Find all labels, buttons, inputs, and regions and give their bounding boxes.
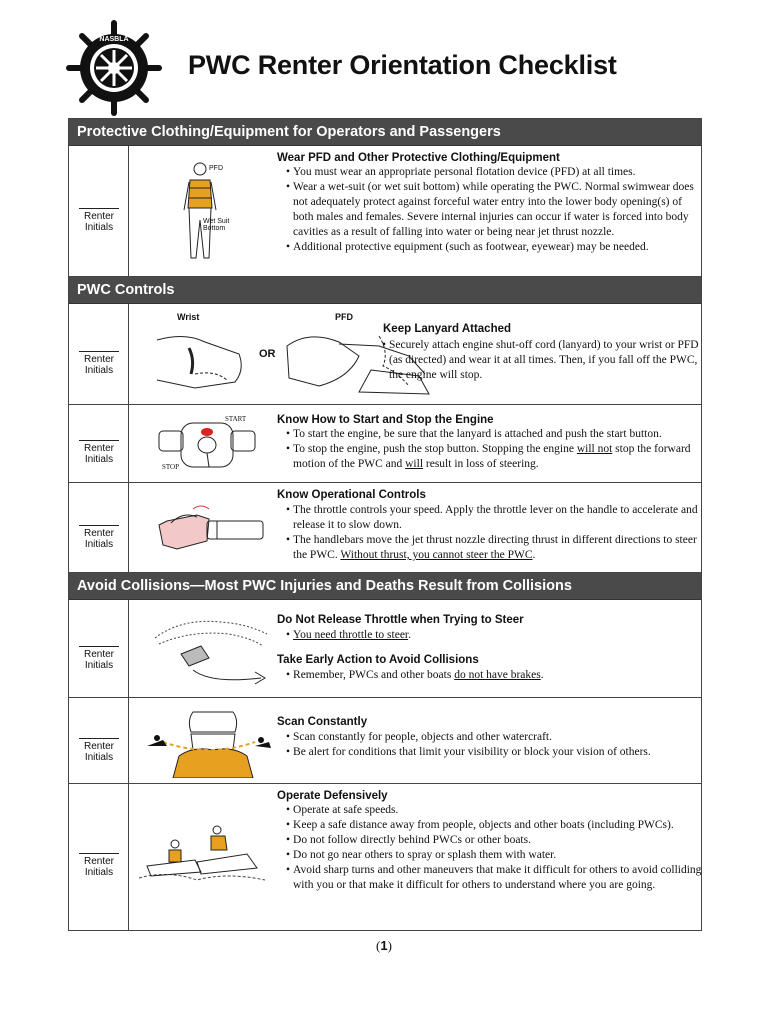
checklist-row-engine bbox=[69, 405, 701, 483]
checklist-row-pfd bbox=[69, 146, 701, 277]
renter-initials-label: Renter Initials bbox=[83, 649, 114, 671]
scan-bullets bbox=[285, 730, 705, 760]
bullet: • The throttle controls your speed. Apply the throttle lever on the handle to accelerate and release it to slow down. bbox=[285, 503, 705, 533]
early-action-bullets bbox=[285, 668, 705, 683]
initials-signature-line[interactable] bbox=[79, 440, 119, 441]
renter-initials-label: Renter Initials bbox=[83, 528, 114, 550]
page-number: (1) bbox=[376, 938, 392, 953]
renter-initials-cell bbox=[69, 483, 129, 572]
pfd-label: PFD bbox=[335, 312, 353, 322]
pfd-bullets bbox=[285, 165, 703, 255]
item-title-controls: Know Operational Controls bbox=[277, 489, 426, 501]
jet-thrust-nozzle-illustration bbox=[151, 614, 271, 686]
renter-initials-label: Renter Initials bbox=[83, 211, 114, 233]
initials-signature-line[interactable] bbox=[79, 738, 119, 739]
section-header-pwc-controls: PWC Controls bbox=[69, 277, 701, 304]
engine-bullets bbox=[285, 427, 707, 472]
renter-initials-label: Renter Initials bbox=[83, 354, 114, 376]
renter-initials-cell bbox=[69, 784, 129, 930]
bullet: • Keep a safe distance away from people, objects and other boats (including PWCs). bbox=[285, 818, 705, 833]
scan-rider-illustration bbox=[143, 706, 273, 778]
initials-signature-line[interactable] bbox=[79, 646, 119, 647]
renter-initials-cell bbox=[69, 405, 129, 482]
renter-initials-cell bbox=[69, 698, 129, 783]
renter-initials-cell bbox=[69, 146, 129, 276]
item-title-throttle: Do Not Release Throttle when Trying to Steer bbox=[277, 614, 524, 626]
pfd-label: PFD bbox=[209, 165, 223, 172]
bullet: • To start the engine, be sure that the lanyard is attached and push the start button. bbox=[285, 427, 707, 442]
item-title-scan: Scan Constantly bbox=[277, 716, 368, 728]
bullet: • To stop the engine, push the stop button. Stopping the engine will not stop the forward motion of the PWC and will result in loss of steering. bbox=[285, 442, 707, 472]
item-title-pfd: Wear PFD and Other Protective Clothing/Equipment bbox=[277, 152, 560, 164]
wrist-lanyard-illustration bbox=[155, 330, 247, 396]
throttle-bullets bbox=[285, 628, 705, 643]
initials-signature-line[interactable] bbox=[79, 525, 119, 526]
initials-signature-line[interactable] bbox=[79, 351, 119, 352]
checklist-row-controls bbox=[69, 483, 701, 573]
pfd-person-illustration bbox=[174, 158, 234, 268]
initials-signature-line[interactable] bbox=[79, 208, 119, 209]
checklist-row-lanyard bbox=[69, 304, 701, 405]
bullet: • Do not follow directly behind PWCs or other boats. bbox=[285, 833, 705, 848]
checklist-row-throttle bbox=[69, 600, 701, 698]
throttle-handle-illustration bbox=[157, 501, 277, 557]
bullet: • Securely attach engine shut-off cord (lanyard) to your wrist or PFD (as directed) and wear it at all times. Then, if you fall off the PWC, the engine will stop. bbox=[381, 338, 701, 383]
item-title-defensive: Operate Defensively bbox=[277, 790, 388, 802]
bullet: • The handlebars move the jet thrust nozzle directing thrust in different directions to steer the PWC. Without thrust, you cannot steer the PWC. bbox=[285, 533, 705, 563]
bullet: • Wear a wet-suit (or wet suit bottom) while operating the PWC. Normal swimwear does not adequately protect against forceful water entry into the lower body opening(s) of both males and females. Severe internal injuries can occur if water is forced into body cavities as a result of falling into water or being near jet thrust nozzle. bbox=[285, 180, 703, 240]
bullet: • Be alert for conditions that limit your visibility or block your vision of others. bbox=[285, 745, 705, 760]
page-title: PWC Renter Orientation Checklist bbox=[188, 50, 617, 80]
bullet: • You must wear an appropriate personal flotation device (PFD) at all times. bbox=[285, 165, 703, 180]
item-title-lanyard: Keep Lanyard Attached bbox=[383, 323, 512, 335]
bullet: • Avoid sharp turns and other maneuvers that make it difficult for others to avoid colliding with you or that make it difficult for others to understand where you are going. bbox=[285, 863, 705, 893]
nasbla-logo bbox=[66, 20, 162, 116]
checklist-row-defensive bbox=[69, 784, 701, 930]
wrist-label: Wrist bbox=[177, 312, 200, 322]
lanyard-bullets bbox=[381, 338, 701, 383]
initials-signature-line[interactable] bbox=[79, 853, 119, 854]
section-header-avoid-collisions: Avoid Collisions—Most PWC Injuries and Deaths Result from Collisions bbox=[69, 573, 701, 600]
defensive-riders-illustration bbox=[137, 822, 269, 890]
bullet: • Additional protective equipment (such as footwear, eyewear) may be needed. bbox=[285, 240, 703, 255]
bullet: • You need throttle to steer. bbox=[285, 628, 705, 643]
item-title-engine: Know How to Start and Stop the Engine bbox=[277, 414, 494, 426]
bullet: • Operate at safe speeds. bbox=[285, 803, 705, 818]
bullet: • Do not go near others to spray or splash them with water. bbox=[285, 848, 705, 863]
bullet: • Remember, PWCs and other boats do not have brakes. bbox=[285, 668, 705, 683]
checklist-row-scan bbox=[69, 698, 701, 784]
start-label: START bbox=[225, 415, 247, 423]
or-label: OR bbox=[259, 348, 276, 360]
bullet: • Scan constantly for people, objects and other watercraft. bbox=[285, 730, 705, 745]
logo-ring-text: NASBLA bbox=[99, 36, 129, 43]
renter-initials-label: Renter Initials bbox=[83, 856, 114, 878]
section-header-protective: Protective Clothing/Equipment for Operators and Passengers bbox=[69, 119, 701, 146]
controls-bullets bbox=[285, 503, 705, 563]
wet-suit-label: Wet Suit Bottom bbox=[203, 218, 230, 232]
item-title-early-action: Take Early Action to Avoid Collisions bbox=[277, 654, 479, 666]
renter-initials-label: Renter Initials bbox=[83, 443, 114, 465]
checklist-table bbox=[68, 118, 702, 931]
stop-label: STOP bbox=[162, 463, 179, 471]
defensive-bullets bbox=[285, 803, 705, 893]
renter-initials-cell bbox=[69, 304, 129, 404]
renter-initials-cell bbox=[69, 600, 129, 697]
renter-initials-label: Renter Initials bbox=[83, 741, 114, 763]
